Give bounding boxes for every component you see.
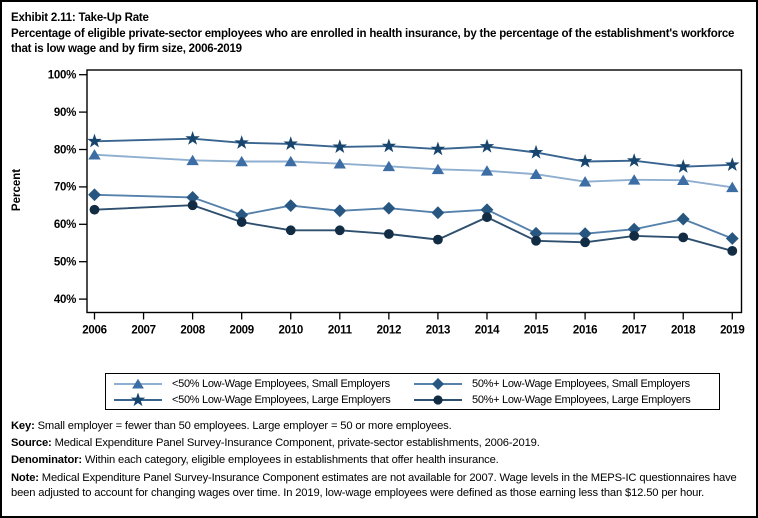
footnote-denominator: Denominator: Within each category, eligible employees in establishments that offer health insurance. <box>11 454 499 466</box>
x-tick-label: 2019 <box>720 324 745 337</box>
x-tick-label: 2011 <box>327 324 352 337</box>
circle-marker <box>580 237 590 247</box>
legend-item-50plus-small <box>412 376 712 392</box>
diamond-marker <box>382 202 395 215</box>
y-tick-label: 40% <box>53 293 76 306</box>
x-tick-label: 2017 <box>621 324 647 337</box>
series-star <box>87 131 739 173</box>
x-tick-label: 2018 <box>671 324 696 337</box>
legend-label: 50%+ Low-Wage Employees, Small Employers <box>472 378 690 390</box>
circle-marker <box>727 246 737 256</box>
x-tick-label: 2012 <box>376 324 402 337</box>
star-marker <box>725 157 739 171</box>
x-tick-label: 2008 <box>180 324 205 337</box>
circle-marker <box>286 225 296 235</box>
x-tick-label: 2007 <box>131 324 156 337</box>
circle-marker <box>188 200 198 210</box>
series-triangle <box>88 149 738 192</box>
diamond-marker <box>432 206 445 219</box>
chart-legend <box>105 373 720 410</box>
diamond-marker <box>88 188 101 201</box>
take-up-rate-line-chart <box>2 2 758 350</box>
circle-marker <box>433 235 443 245</box>
footnotes <box>11 418 753 500</box>
circle-marker <box>531 236 541 246</box>
diamond-marker <box>726 232 739 245</box>
triangle-legend-marker <box>112 377 164 391</box>
circle-marker <box>384 229 394 239</box>
y-tick-label: 60% <box>53 219 76 232</box>
star-marker <box>185 131 199 145</box>
x-tick-label: 2009 <box>229 324 254 337</box>
circle-marker <box>90 205 100 215</box>
circle-marker <box>482 212 492 222</box>
circle-marker <box>629 231 639 241</box>
diamond-marker <box>677 213 690 226</box>
x-tick-label: 2015 <box>523 324 549 337</box>
x-tick-label: 2016 <box>572 324 598 337</box>
footnote-note: Note: Medical Expenditure Panel Survey-Insurance Component estimates are not available for 2007. Wage levels in the MEPS-IC questionnaires have been adjusted to account for changing wages over time. In 2019, low-wage employees were defined as those earning less than $12.50 per hour. <box>11 472 737 499</box>
circle-marker <box>237 217 247 227</box>
legend-item-lt50-large <box>112 392 412 408</box>
x-tick-label: 2013 <box>425 324 451 337</box>
y-tick-label: 90% <box>53 106 76 119</box>
circle-marker <box>678 232 688 242</box>
star-legend-marker <box>112 393 164 407</box>
legend-label: 50%+ Low-Wage Employees, Large Employers <box>472 394 691 406</box>
page-title: Exhibit 2.11: Take-Up Rate <box>11 12 149 24</box>
diamond-marker <box>333 204 346 217</box>
footnote-source: Source: Medical Expenditure Panel Survey-Insurance Component, private-sector establishments, 2006-2019. <box>11 437 540 449</box>
y-axis-label: Percent <box>11 168 23 212</box>
legend-item-lt50-small <box>112 376 412 392</box>
footnote-key: Key: Small employer = fewer than 50 employees. Large employer = 50 or more employees. <box>11 420 452 432</box>
diamond-marker <box>284 199 297 212</box>
chart-area <box>2 2 758 350</box>
y-tick-label: 50% <box>53 256 76 269</box>
legend-label: <50% Low-Wage Employees, Small Employers <box>172 378 390 390</box>
page-subtitle: Percentage of eligible private-sector employees who are enrolled in health insurance, by the percentage of the establishment's workforce that is low wage and by firm size, 2006-2019 <box>11 27 735 55</box>
diamond-legend-marker <box>412 377 464 391</box>
x-tick-label: 2006 <box>82 324 107 337</box>
circle-marker <box>335 225 345 235</box>
star-marker <box>382 139 396 153</box>
star-marker <box>676 159 690 173</box>
legend-item-50plus-large <box>412 392 712 408</box>
x-tick-label: 2014 <box>474 324 500 337</box>
y-tick-label: 100% <box>47 69 76 82</box>
star-marker <box>480 139 494 153</box>
y-tick-label: 80% <box>53 144 76 157</box>
x-tick-label: 2010 <box>278 324 303 337</box>
plot-frame <box>87 70 742 313</box>
legend-label: <50% Low-Wage Employees, Large Employers <box>172 394 391 406</box>
y-tick-label: 70% <box>53 181 76 194</box>
circle-legend-marker <box>412 393 464 407</box>
